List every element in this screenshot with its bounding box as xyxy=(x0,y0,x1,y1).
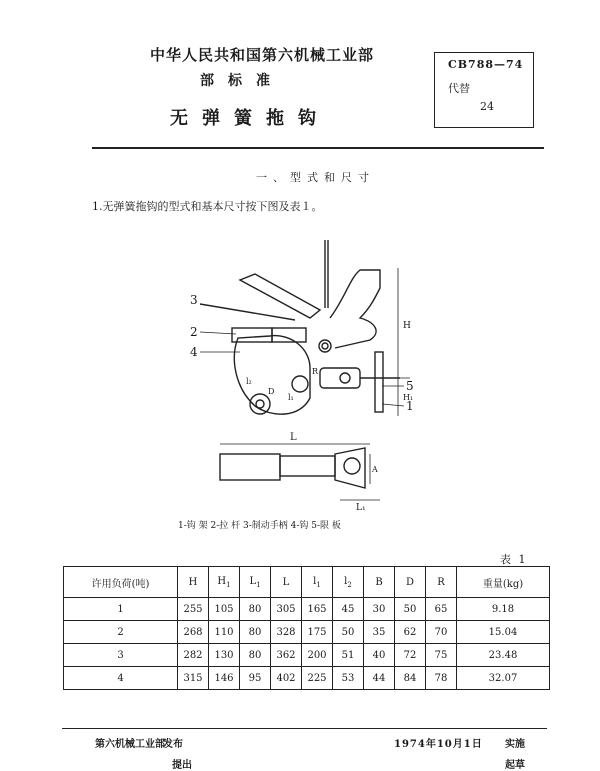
col-weight: 重量(kg) xyxy=(457,567,550,598)
cell: 130 xyxy=(209,644,240,667)
col-load: 许用负荷(吨) xyxy=(64,567,178,598)
label-5: 5 xyxy=(406,379,414,393)
hook-frame xyxy=(330,270,380,348)
cell: 110 xyxy=(209,621,240,644)
dim-H1: H₁ xyxy=(403,393,414,402)
dim-L: L xyxy=(290,432,297,443)
cell: 45 xyxy=(333,598,364,621)
cell: 255 xyxy=(178,598,209,621)
dim-H: H xyxy=(403,321,411,331)
col-R: R xyxy=(426,567,457,598)
dim-R: R xyxy=(312,367,319,376)
cell: 4 xyxy=(64,667,178,690)
table-row xyxy=(64,667,550,690)
cell: 225 xyxy=(302,667,333,690)
col-L1: $L_1$ xyxy=(240,567,271,598)
cell: 35 xyxy=(364,621,395,644)
limit-plate xyxy=(375,352,383,412)
cell: 84 xyxy=(395,667,426,690)
footer-proposed: 提出 xyxy=(172,760,192,771)
footer-drafted: 起草 xyxy=(505,760,525,771)
footer-department: 第六机械工业部 xyxy=(95,739,165,750)
cell: 40 xyxy=(364,644,395,667)
dim-L1: L₁ xyxy=(356,503,366,513)
cell: 50 xyxy=(333,621,364,644)
label-2: 2 xyxy=(190,325,198,339)
cell: 72 xyxy=(395,644,426,667)
col-H1: $H_1$ xyxy=(209,567,240,598)
label-4: 4 xyxy=(190,345,198,359)
header-rule xyxy=(92,147,544,149)
cell: 282 xyxy=(178,644,209,667)
cell: 53 xyxy=(333,667,364,690)
dim-D: D xyxy=(268,387,275,396)
cell: 80 xyxy=(240,621,271,644)
cell: 2 xyxy=(64,621,178,644)
cell: 51 xyxy=(333,644,364,667)
leader-3 xyxy=(200,304,295,320)
cell: 165 xyxy=(302,598,333,621)
footer-date: 1974年10月1日 xyxy=(394,739,483,750)
figure-caption: 1-钩 架 2-拉 杆 3-制动手柄 4-钩 5-限 板 xyxy=(178,521,341,531)
footer-rule xyxy=(62,728,547,729)
cell: 362 xyxy=(271,644,302,667)
cell: 200 xyxy=(302,644,333,667)
cell: 23.48 xyxy=(457,644,550,667)
cell: 44 xyxy=(364,667,395,690)
col-L: L xyxy=(271,567,302,598)
col-l2: $l_2$ xyxy=(333,567,364,598)
section-heading: 一、型式和尺寸 xyxy=(256,171,375,184)
cell: 62 xyxy=(395,621,426,644)
issuing-organization: 中华人民共和国第六机械工业部 xyxy=(150,46,375,64)
cell: 95 xyxy=(240,667,271,690)
plan-hook xyxy=(335,448,365,488)
cell: 75 xyxy=(426,644,457,667)
cell: 50 xyxy=(395,598,426,621)
cell: 105 xyxy=(209,598,240,621)
section-paragraph: 1.无弹簧拖钩的型式和基本尺寸按下图及表１。 xyxy=(92,200,323,213)
cell: 78 xyxy=(426,667,457,690)
cell: 80 xyxy=(240,598,271,621)
table-header-row xyxy=(64,567,550,598)
cell: 70 xyxy=(426,621,457,644)
col-l1: $l_1$ xyxy=(302,567,333,598)
footer-implement: 实施 xyxy=(505,739,525,750)
cell: 1 xyxy=(64,598,178,621)
replace-number: 24 xyxy=(480,100,494,113)
cell: 305 xyxy=(271,598,302,621)
standard-number: CB788—74 xyxy=(448,58,524,71)
footer-published: 发布 xyxy=(163,739,183,750)
cell: 268 xyxy=(178,621,209,644)
cell: 15.04 xyxy=(457,621,550,644)
table-row xyxy=(64,644,550,667)
brake-handle xyxy=(240,274,320,318)
document-title: 无弹簧拖钩 xyxy=(170,108,330,129)
cell: 146 xyxy=(209,667,240,690)
table-row xyxy=(64,621,550,644)
col-D: D xyxy=(395,567,426,598)
cell: 9.18 xyxy=(457,598,550,621)
table-row xyxy=(64,598,550,621)
spring-coil xyxy=(319,340,331,352)
replace-label: 代替 xyxy=(448,82,470,95)
cell: 3 xyxy=(64,644,178,667)
cell: 175 xyxy=(302,621,333,644)
plan-body xyxy=(220,454,280,480)
cell: 30 xyxy=(364,598,395,621)
cell: 65 xyxy=(426,598,457,621)
table-label: 表 1 xyxy=(500,553,528,566)
cell: 32.07 xyxy=(457,667,550,690)
dim-l2: l₂ xyxy=(246,377,252,386)
dim-A: A xyxy=(372,465,378,474)
cell: 328 xyxy=(271,621,302,644)
label-1: 1 xyxy=(406,399,414,413)
hook-drawing xyxy=(160,228,440,516)
cell: 80 xyxy=(240,644,271,667)
col-B: B xyxy=(364,567,395,598)
dim-l1: l₁ xyxy=(288,393,294,402)
cell: 402 xyxy=(271,667,302,690)
cell: 315 xyxy=(178,667,209,690)
hook-body xyxy=(234,336,310,415)
dimension-table xyxy=(63,566,550,690)
label-3: 3 xyxy=(190,293,198,307)
col-H: H xyxy=(178,567,209,598)
standard-type: 部标准 xyxy=(200,73,284,89)
